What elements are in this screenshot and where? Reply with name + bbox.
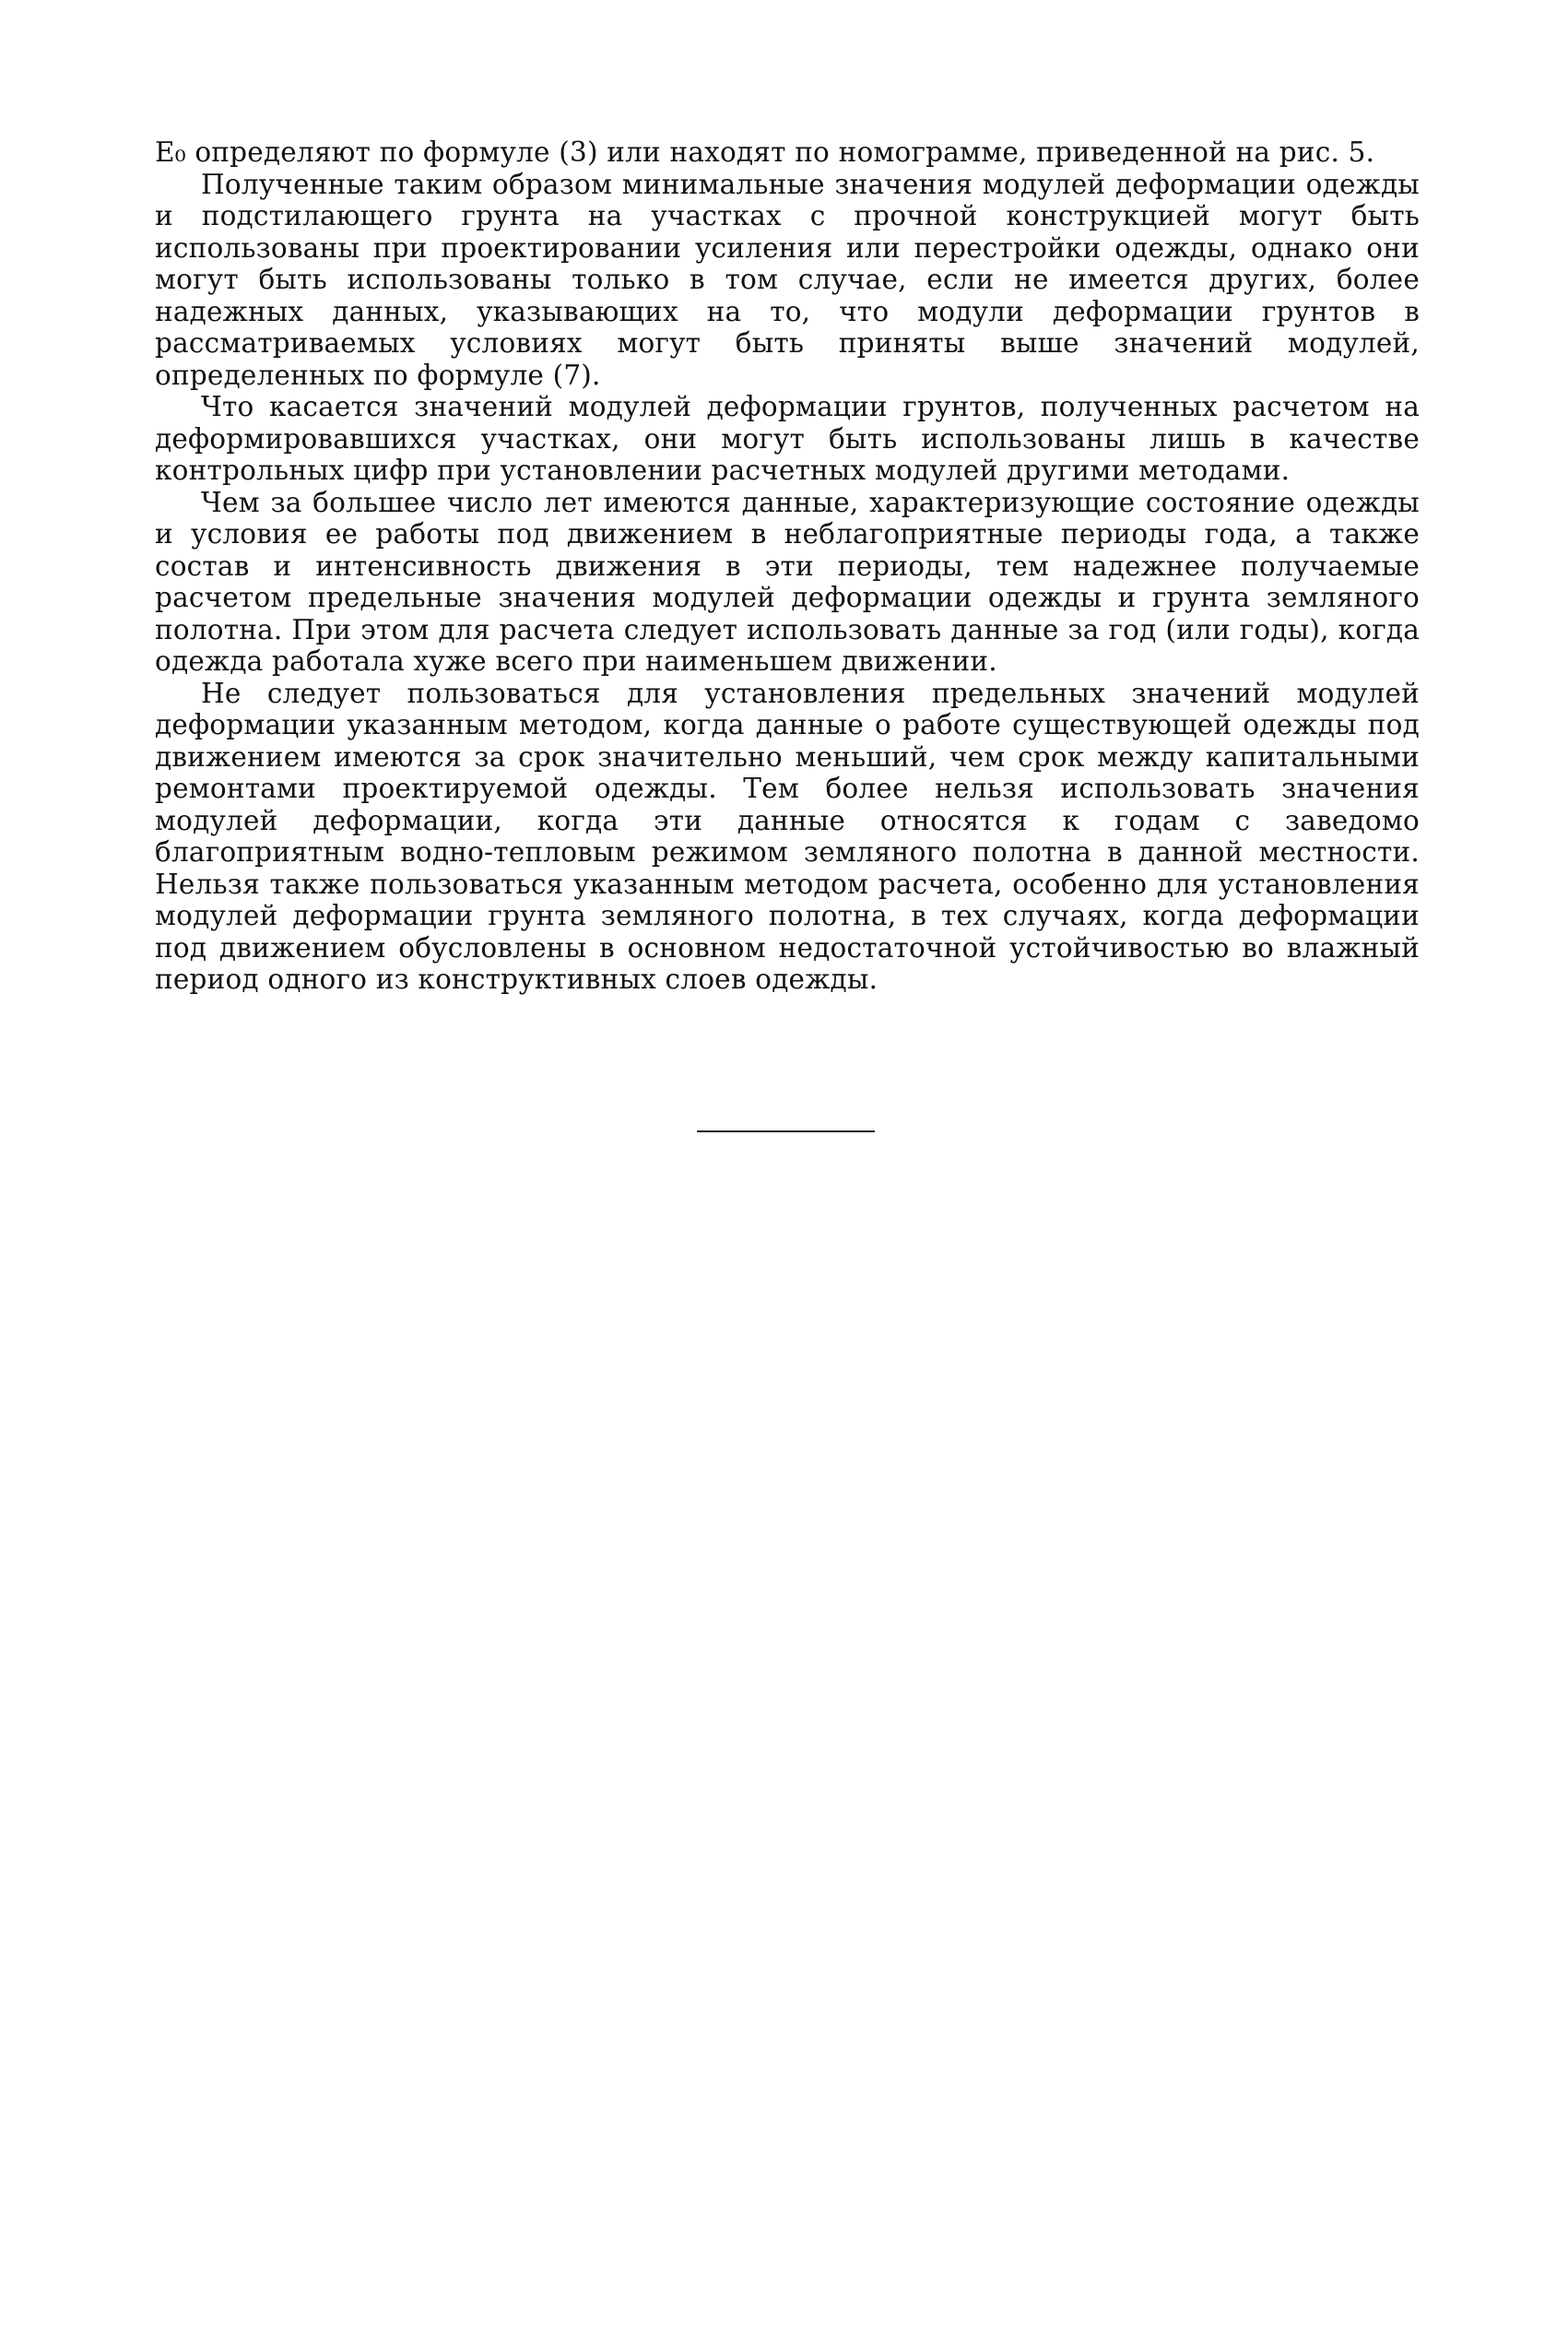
paragraph-4: Чем за большее число лет имеются данные, характеризующие состояние одежды и условия ее работы под движением в неблагоприятные периоды года, а также состав и интенсивность движения в эти периоды, тем надежнее получаемые расчетом предельные значения модулей деформации одежды и грунта земляного полотна. При этом для расчета следует использовать данные за год (или годы), когда одежда работала хуже всего при наименьшем движении.	[155, 486, 1420, 677]
body-text	[155, 136, 1420, 996]
end-separator-line	[697, 1130, 875, 1132]
paragraph-3: Что касается значений модулей деформации грунтов, полученных расчетом на деформировавшихся участках, они могут быть использованы лишь в качестве контрольных цифр при установлении расчетных модулей другими методами.	[155, 391, 1420, 486]
paragraph-1: E₀ определяют по формуле (3) или находят по номограмме, приведенной на рис. 5.	[155, 136, 1375, 168]
paragraph-2: Полученные таким образом минимальные значения модулей деформации одежды и подстилающего грунта на участках с прочной конструкцией могут быть использованы при проектировании усиления или перестройки одежды, однако они могут быть использованы только в том случае, если не имеется других, более надежных данных, указывающих на то, что модули деформации грунтов в рассматриваемых условиях могут быть приняты выше значений модулей, определенных по формуле (7).	[155, 168, 1420, 391]
paragraph-5: Не следует пользоваться для установления предельных значений модулей деформации указанным методом, когда данные о работе существующей одежды под движением имеются за срок значительно меньший, чем срок между капитальными ремонтами проектируемой одежды. Тем более нельзя использовать значения модулей деформации, когда эти данные относятся к годам с заведомо благоприятным водно-тепловым режимом земляного полотна в данной местности. Нельзя также пользоваться указанным методом расчета, особенно для установления модулей деформации грунта земляного полотна, в тех случаях, когда деформации под движением обусловлены в основном недостаточной устойчивостью во влажный период одного из конструктивных слоев одежды.	[155, 677, 1420, 995]
